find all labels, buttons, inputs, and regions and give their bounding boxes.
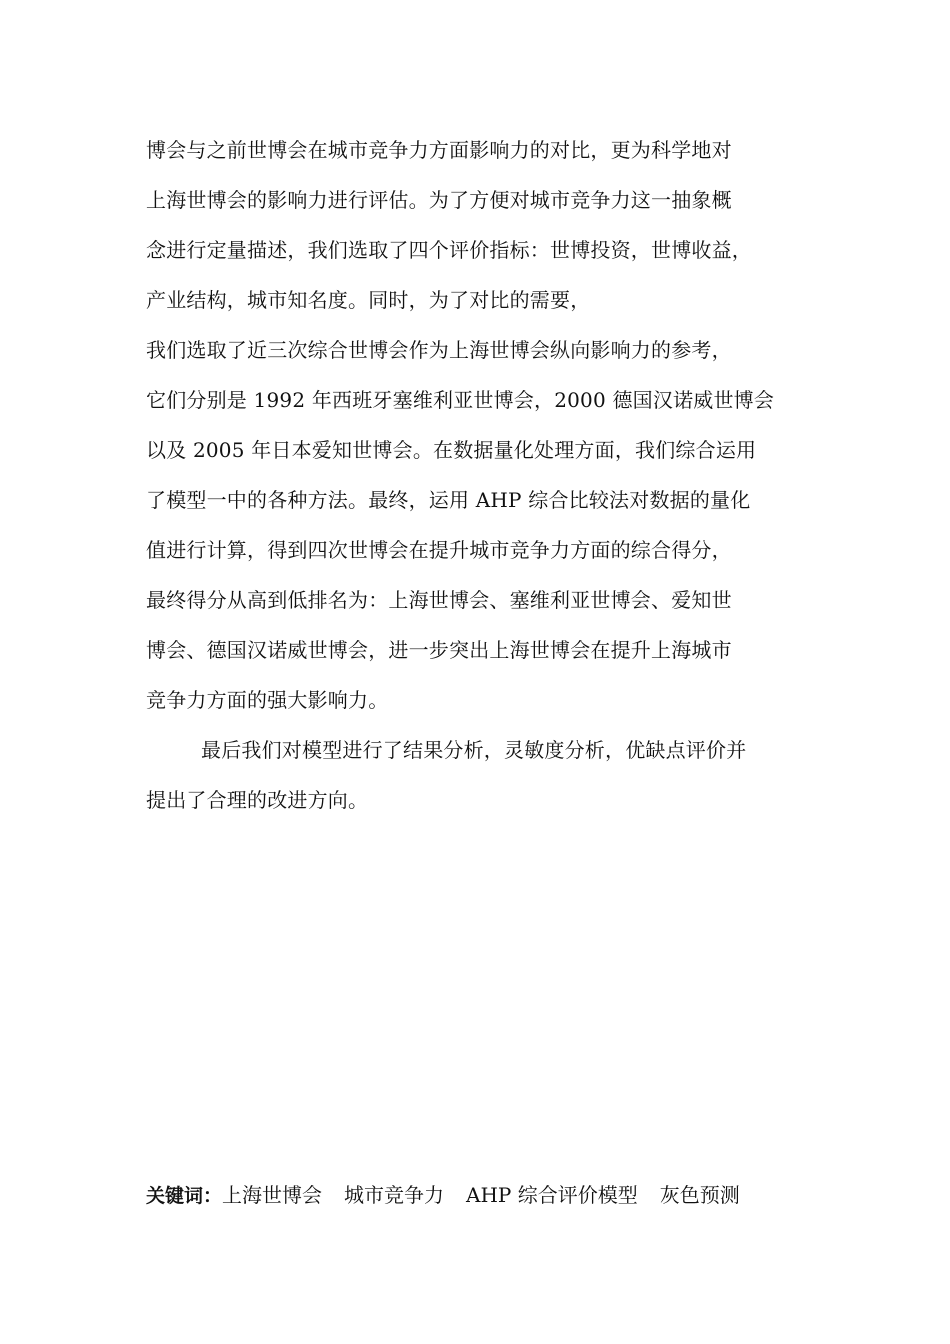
paragraph-line: 了模型一中的各种方法。最终，运用 AHP 综合比较法对数据的量化 (146, 488, 751, 512)
paragraph-line: 竞争力方面的强大影响力。 (146, 688, 389, 712)
paragraph-line: 值进行计算，得到四次世博会在提升城市竞争力方面的综合得分， (146, 538, 732, 562)
paragraph-line: 最后我们对模型进行了结果分析，灵敏度分析，优缺点评价并 (201, 738, 747, 762)
keyword-item: AHP 综合评价模型 (466, 1183, 638, 1207)
keywords-label: 关键词： (146, 1185, 223, 1207)
paragraph-line: 以及 2005 年日本爱知世博会。在数据量化处理方面，我们综合运用 (146, 438, 757, 462)
paragraph-line: 我们选取了近三次综合世博会作为上海世博会纵向影响力的参考， (146, 338, 732, 362)
paragraph-line: 提出了合理的改进方向。 (146, 788, 369, 812)
paragraph-line: 博会、德国汉诺威世博会，进一步突出上海世博会在提升上海城市 (146, 638, 732, 662)
keyword-item: 城市竞争力 (344, 1183, 445, 1207)
keyword-item: 灰色预测 (659, 1183, 740, 1207)
keyword-item: 上海世博会 (222, 1183, 323, 1207)
paragraph-line: 最终得分从高到低排名为：上海世博会、塞维利亚世博会、爱知世 (146, 588, 732, 612)
keywords-row (146, 1182, 740, 1209)
paragraph-line: 念进行定量描述，我们选取了四个评价指标：世博投资，世博收益， (146, 238, 752, 262)
paragraph-line: 博会与之前世博会在城市竞争力方面影响力的对比，更为科学地对 (146, 138, 732, 162)
paragraph-line: 产业结构，城市知名度。同时，为了对比的需要， (146, 288, 591, 312)
paragraph-line: 它们分别是 1992 年西班牙塞维利亚世博会，2000 德国汉诺威世博会 (146, 388, 775, 412)
paragraph-line: 上海世博会的影响力进行评估。为了方便对城市竞争力这一抽象概 (146, 188, 732, 212)
